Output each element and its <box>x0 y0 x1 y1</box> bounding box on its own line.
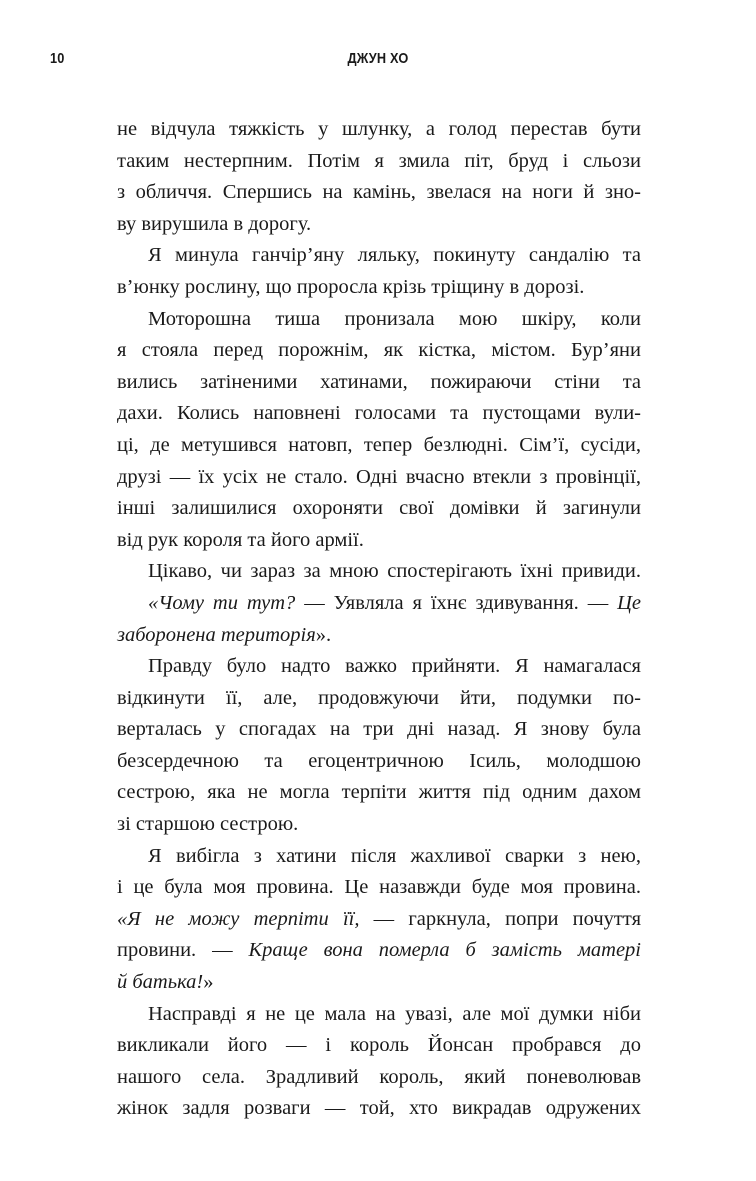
text-line: безсердечною та егоцентричною Ісиль, молодшою <box>117 749 641 772</box>
text-line: Правду було надто важко прийняти. Я намагалася <box>148 655 641 678</box>
text-line: жінок задля розваги — той, хто викрадав одружених <box>117 1097 641 1120</box>
text-line: «Чому ти тут? — Уявляла я їхнє здивування. — Це <box>148 591 641 614</box>
italic-quote: Краще вона померла б замість матері <box>248 939 642 962</box>
page-number: 10 <box>50 50 65 67</box>
text-line: Цікаво, чи зараз за мною спостерігають їхні привиди. <box>148 560 641 583</box>
text-line: в’юнку рослину, що проросла крізь тріщину в дорозі. <box>117 275 585 298</box>
running-head-author: ДЖУН ХО <box>347 50 409 67</box>
body-text <box>117 114 641 1125</box>
text-line: інші залишилися охороняти свої домівки й загинули <box>117 497 641 520</box>
text-line: від рук короля та його армії. <box>117 528 364 551</box>
italic-quote: «Чому ти тут? <box>148 591 296 614</box>
text-line: таким нестерпним. Потім я змила піт, бруд і сльози <box>117 149 641 172</box>
text-line: верталась у спогадах на три дні назад. Я знову була <box>117 718 641 741</box>
text-line: не відчула тяжкість у шлунку, а голод перестав бути <box>117 118 641 140</box>
text-line: викликали його — і король Йонсан пробрався до <box>117 1034 641 1057</box>
text-line: сестрою, яка не могла терпіти життя під одним дахом <box>117 781 641 804</box>
text-line: дахи. Колись наповнені голосами та пустощами вули- <box>117 402 641 425</box>
running-head <box>0 50 756 74</box>
text-line: провини. — Краще вона померла б замість матері <box>117 939 642 962</box>
text-line: «Я не можу терпіти її, — гаркнула, попри почуття <box>117 907 642 930</box>
text-line: з обличчя. Спершись на камінь, звелася на ноги й зно- <box>117 181 641 204</box>
text-line: і це була моя провина. Це назавжди буде моя провина. <box>117 876 641 899</box>
text-line: й батька!» <box>117 971 214 994</box>
italic-quote: Це <box>617 591 641 614</box>
text-line: Насправді я не це мала на увазі, але мої думки ніби <box>148 1002 641 1025</box>
text-line: нашого села. Зрадливий король, який поневолював <box>117 1065 641 1088</box>
text-line: я стояла перед порожнім, як кістка, містом. Бур’яни <box>117 339 641 362</box>
text-line: ці, де метушився натовп, тепер безлюдні. Сім’ї, сусіди, <box>117 433 641 456</box>
text-line: Я минула ганчір’яну ляльку, покинуту сандалію та <box>148 244 641 267</box>
text-line: вились затіненими хатинами, пожираючи стіни та <box>117 370 641 393</box>
text-line: зі старшою сестрою. <box>117 813 299 836</box>
text-line: відкинути її, але, продовжуючи йти, подумки по- <box>117 686 641 709</box>
italic-quote: й батька! <box>117 971 204 994</box>
text-line: Я вибігла з хатини після жахливої сварки з нею, <box>148 844 641 867</box>
text-line: друзі — їх усіх не стало. Одні вчасно втекли з провінції, <box>117 465 641 488</box>
italic-quote: «Я не можу терпіти її, <box>117 907 360 930</box>
italic-quote: заборонена територія <box>117 623 316 646</box>
text-line: Моторошна тиша пронизала мою шкіру, коли <box>148 307 641 330</box>
text-line: ву вирушила в дорогу. <box>117 212 312 235</box>
text-line: заборонена територія». <box>117 623 332 646</box>
